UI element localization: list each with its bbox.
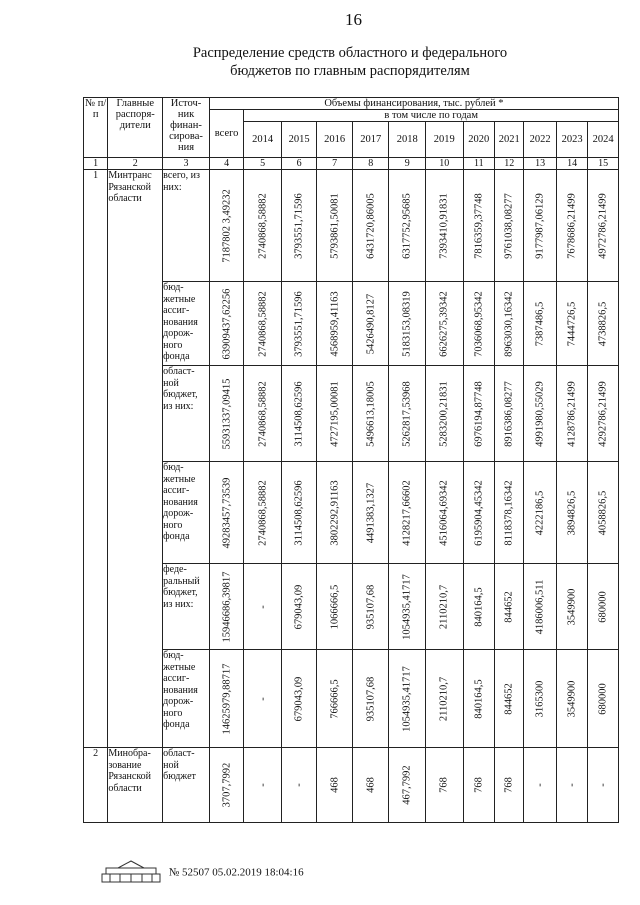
value-text: 1066666,5 xyxy=(329,584,341,629)
value-text: 3114508,62596 xyxy=(293,479,305,546)
column-number: 7 xyxy=(317,158,353,170)
document-title xyxy=(160,44,540,80)
year-value-cell xyxy=(588,170,619,282)
year-value-cell xyxy=(556,170,587,282)
value-text: 680000 xyxy=(597,590,609,623)
value-text: 6976194,87748 xyxy=(473,380,485,447)
value-text: 680000 xyxy=(597,682,609,715)
header-year: 2017 xyxy=(352,122,389,158)
value-text: 49283457,73539 xyxy=(221,477,233,548)
value-text: 8118378,16342 xyxy=(503,479,515,546)
value-text: 9177987,06129 xyxy=(534,192,546,259)
year-value-cell xyxy=(495,650,524,748)
year-value-cell xyxy=(588,564,619,650)
value-text: 768 xyxy=(473,777,485,793)
value-text: 768 xyxy=(438,777,450,793)
year-value-cell xyxy=(317,748,353,823)
value-text: - xyxy=(257,604,269,609)
value-text: 14625979,88717 xyxy=(221,663,233,734)
value-text: 6317752,95685 xyxy=(401,192,413,259)
value-text: 2110210,7 xyxy=(438,584,450,629)
year-value-cell xyxy=(281,366,317,462)
value-text: 6195904,45342 xyxy=(473,479,485,546)
total-value-cell xyxy=(209,282,244,366)
value-text: 4222186,5 xyxy=(534,490,546,535)
value-text: 840164,5 xyxy=(473,586,485,627)
column-number: 12 xyxy=(495,158,524,170)
value-text: 766666,5 xyxy=(329,678,341,719)
header-npp: № п/п xyxy=(84,98,108,158)
year-value-cell xyxy=(524,650,556,748)
year-value-cell xyxy=(352,366,389,462)
column-number: 5 xyxy=(244,158,282,170)
value-text: 844652 xyxy=(503,590,515,623)
year-value-cell xyxy=(495,282,524,366)
year-value-cell xyxy=(426,366,464,462)
value-text: 6626275,39342 xyxy=(438,290,450,357)
year-value-cell xyxy=(244,748,282,823)
year-value-cell xyxy=(244,170,282,282)
value-text: 5183153,08319 xyxy=(401,290,413,357)
year-value-cell xyxy=(556,282,587,366)
year-value-cell xyxy=(389,650,426,748)
total-value-cell xyxy=(209,366,244,462)
value-text: 467,7992 xyxy=(401,765,413,805)
year-value-cell xyxy=(389,564,426,650)
value-text: 1054935,41717 xyxy=(401,665,413,732)
source-cell: всего, из них: xyxy=(163,170,210,282)
value-text: 3114508,62596 xyxy=(293,380,305,447)
total-value-cell xyxy=(209,170,244,282)
value-text: 679043,09 xyxy=(293,584,305,629)
year-value-cell xyxy=(495,170,524,282)
year-value-cell xyxy=(463,650,494,748)
year-value-cell xyxy=(281,748,317,823)
financing-table xyxy=(83,97,619,823)
year-value-cell xyxy=(317,564,353,650)
value-text: 15946686,39817 xyxy=(221,571,233,642)
value-text: 3894826,5 xyxy=(566,490,578,535)
value-text: 5283200,21831 xyxy=(438,380,450,447)
total-value-cell xyxy=(209,748,244,823)
value-text: - xyxy=(257,783,269,787)
year-value-cell xyxy=(352,748,389,823)
header-volumes: Объемы финансирования, тыс. рублей * xyxy=(209,98,618,110)
table-row xyxy=(84,650,619,748)
value-text: 7036068,95342 xyxy=(473,290,485,357)
year-value-cell xyxy=(317,462,353,564)
header-year: 2015 xyxy=(281,122,317,158)
value-text: 7816359,37748 xyxy=(473,192,485,259)
year-value-cell xyxy=(556,366,587,462)
value-text: 3549900 xyxy=(566,680,578,717)
value-text: 4128786,21499 xyxy=(566,380,578,447)
header-year: 2022 xyxy=(524,122,556,158)
year-value-cell xyxy=(556,650,587,748)
column-number: 8 xyxy=(352,158,389,170)
total-value-cell xyxy=(209,462,244,564)
year-value-cell xyxy=(524,748,556,823)
year-value-cell xyxy=(426,462,464,564)
header-total: всего xyxy=(209,110,244,158)
value-text: 468 xyxy=(365,777,377,793)
year-value-cell xyxy=(588,282,619,366)
header-year: 2024 xyxy=(588,122,619,158)
year-value-cell xyxy=(317,282,353,366)
manager-cell: Минобра-зование Рязанской области xyxy=(108,748,163,823)
column-number: 6 xyxy=(281,158,317,170)
emblem-logo-icon xyxy=(100,860,162,886)
value-text: 7387486,5 xyxy=(534,301,546,346)
header-source: Источ-ник финан-сирова-ния xyxy=(163,98,210,158)
header-year: 2023 xyxy=(556,122,587,158)
source-cell: област-ной бюджет, из них: xyxy=(163,366,210,462)
year-value-cell xyxy=(524,462,556,564)
value-text: 7678686,21499 xyxy=(566,192,578,259)
year-value-cell xyxy=(524,564,556,650)
value-text: 4186006,511 xyxy=(534,579,546,634)
year-value-cell xyxy=(281,650,317,748)
year-value-cell xyxy=(588,462,619,564)
year-value-cell xyxy=(588,748,619,823)
value-text: 5426490,8127 xyxy=(365,293,377,354)
title-line-2: бюджетов по главным распорядителям xyxy=(230,63,470,79)
year-value-cell xyxy=(426,170,464,282)
year-value-cell xyxy=(556,564,587,650)
value-text: 3793551,71596 xyxy=(293,290,305,357)
value-text: 63909437,62256 xyxy=(221,288,233,359)
year-value-cell xyxy=(463,170,494,282)
column-number: 4 xyxy=(209,158,244,170)
column-number: 1 xyxy=(84,158,108,170)
year-value-cell xyxy=(389,462,426,564)
value-text: - xyxy=(534,783,546,787)
year-value-cell xyxy=(352,170,389,282)
year-value-cell xyxy=(352,462,389,564)
header-year: 2016 xyxy=(317,122,353,158)
column-number: 11 xyxy=(463,158,494,170)
column-number: 2 xyxy=(108,158,163,170)
value-text: 844652 xyxy=(503,682,515,715)
year-value-cell xyxy=(281,282,317,366)
column-number: 10 xyxy=(426,158,464,170)
value-text: 9761038,08277 xyxy=(503,192,515,259)
header-by-years: в том числе по годам xyxy=(244,110,619,122)
table-row xyxy=(84,564,619,650)
year-value-cell xyxy=(352,650,389,748)
header-year: 2014 xyxy=(244,122,282,158)
source-cell: бюд-жетные ассиг-нования дорож-ного фонда xyxy=(163,650,210,748)
column-number: 14 xyxy=(556,158,587,170)
value-text: 4972786,21499 xyxy=(597,192,609,259)
year-value-cell xyxy=(281,170,317,282)
year-value-cell xyxy=(556,748,587,823)
value-text: 2740868,58882 xyxy=(257,380,269,447)
year-value-cell xyxy=(317,170,353,282)
row-number: 1 xyxy=(84,170,108,748)
value-text: 3165300 xyxy=(534,680,546,717)
header-year: 2018 xyxy=(389,122,426,158)
value-text: 935107,68 xyxy=(365,676,377,721)
value-text: 840164,5 xyxy=(473,678,485,719)
table-row xyxy=(84,462,619,564)
year-value-cell xyxy=(463,366,494,462)
value-text: 4292786,21499 xyxy=(597,380,609,447)
source-cell: феде-ральный бюджет, из них: xyxy=(163,564,210,650)
year-value-cell xyxy=(495,748,524,823)
value-text: 3549900 xyxy=(566,588,578,625)
column-number: 13 xyxy=(524,158,556,170)
year-value-cell xyxy=(495,564,524,650)
year-value-cell xyxy=(389,366,426,462)
year-value-cell xyxy=(389,748,426,823)
value-text: 3793551,71596 xyxy=(293,192,305,259)
value-text: 4491383,1327 xyxy=(365,482,377,543)
table-row xyxy=(84,282,619,366)
year-value-cell xyxy=(463,462,494,564)
value-text: - xyxy=(293,783,305,787)
manager-cell: Минтранс Рязанской области xyxy=(108,170,163,748)
year-value-cell xyxy=(426,748,464,823)
value-text: 7444726,5 xyxy=(566,301,578,346)
header-managers: Главные распоря-дители xyxy=(108,98,163,158)
value-text: 4727195,00081 xyxy=(329,380,341,447)
table-row xyxy=(84,366,619,462)
total-value-cell xyxy=(209,564,244,650)
value-text: 4991980,55029 xyxy=(534,380,546,447)
value-text: 3802292,91163 xyxy=(329,479,341,546)
column-number: 3 xyxy=(163,158,210,170)
value-text: 3707,7992 xyxy=(221,762,233,808)
year-value-cell xyxy=(588,650,619,748)
value-text: 2740868,58882 xyxy=(257,192,269,259)
table-row xyxy=(84,748,619,823)
header-year: 2020 xyxy=(463,122,494,158)
value-text: 55931337,09415 xyxy=(221,378,233,449)
column-number: 15 xyxy=(588,158,619,170)
value-text: - xyxy=(597,783,609,787)
year-value-cell xyxy=(244,366,282,462)
value-text: 8916386,08277 xyxy=(503,380,515,447)
value-text: 768 xyxy=(503,777,515,793)
year-value-cell xyxy=(495,462,524,564)
year-value-cell xyxy=(389,282,426,366)
value-text: 5262817,53968 xyxy=(401,380,413,447)
source-cell: област-ной бюджет xyxy=(163,748,210,823)
source-cell: бюд-жетные ассиг-нования дорож-ного фонда xyxy=(163,282,210,366)
title-line-1: Распределение средств областного и федерального xyxy=(192,45,508,61)
value-text: 935107,68 xyxy=(365,584,377,629)
value-text: 5496613,18005 xyxy=(365,380,377,447)
year-value-cell xyxy=(244,282,282,366)
value-text: 5793861,50081 xyxy=(329,192,341,259)
year-value-cell xyxy=(281,462,317,564)
year-value-cell xyxy=(352,282,389,366)
year-value-cell xyxy=(524,282,556,366)
value-text: - xyxy=(566,783,578,787)
source-cell: бюд-жетные ассиг-нования дорож-ного фонда xyxy=(163,462,210,564)
year-value-cell xyxy=(495,366,524,462)
table-row xyxy=(84,170,619,282)
value-text: 679043,09 xyxy=(293,676,305,721)
value-text: 4128217,66602 xyxy=(401,479,413,546)
value-text: 4568959,41163 xyxy=(329,290,341,357)
value-text: 4516064,69342 xyxy=(438,479,450,546)
year-value-cell xyxy=(317,366,353,462)
year-value-cell xyxy=(463,748,494,823)
value-text: 2110210,7 xyxy=(438,676,450,721)
year-value-cell xyxy=(426,650,464,748)
footer-registration: № 52507 05.02.2019 18:04:16 xyxy=(168,866,304,879)
value-text: 8963030,16342 xyxy=(503,290,515,357)
total-value-cell xyxy=(209,650,244,748)
year-value-cell xyxy=(244,462,282,564)
value-text: - xyxy=(257,696,269,701)
value-text: 6431720,86005 xyxy=(365,192,377,259)
year-value-cell xyxy=(389,170,426,282)
year-value-cell xyxy=(244,564,282,650)
year-value-cell xyxy=(426,564,464,650)
column-number: 9 xyxy=(389,158,426,170)
year-value-cell xyxy=(463,282,494,366)
value-text: 468 xyxy=(329,777,341,793)
value-text: 4738826,5 xyxy=(597,301,609,346)
year-value-cell xyxy=(524,170,556,282)
year-value-cell xyxy=(588,366,619,462)
page-number: 16 xyxy=(345,10,362,29)
value-text: 4058826,5 xyxy=(597,490,609,535)
header-year: 2021 xyxy=(495,122,524,158)
year-value-cell xyxy=(281,564,317,650)
value-text: 1054935,41717 xyxy=(401,573,413,640)
year-value-cell xyxy=(352,564,389,650)
value-text: 2740868,58882 xyxy=(257,290,269,357)
year-value-cell xyxy=(244,650,282,748)
value-text: 2740868,58882 xyxy=(257,479,269,546)
year-value-cell xyxy=(426,282,464,366)
year-value-cell xyxy=(524,366,556,462)
value-text: 7187802 3,49232 xyxy=(221,188,233,263)
year-value-cell xyxy=(556,462,587,564)
header-year: 2019 xyxy=(426,122,464,158)
row-number: 2 xyxy=(84,748,108,823)
year-value-cell xyxy=(317,650,353,748)
year-value-cell xyxy=(463,564,494,650)
value-text: 7393410,91831 xyxy=(438,192,450,259)
footer xyxy=(100,860,304,886)
